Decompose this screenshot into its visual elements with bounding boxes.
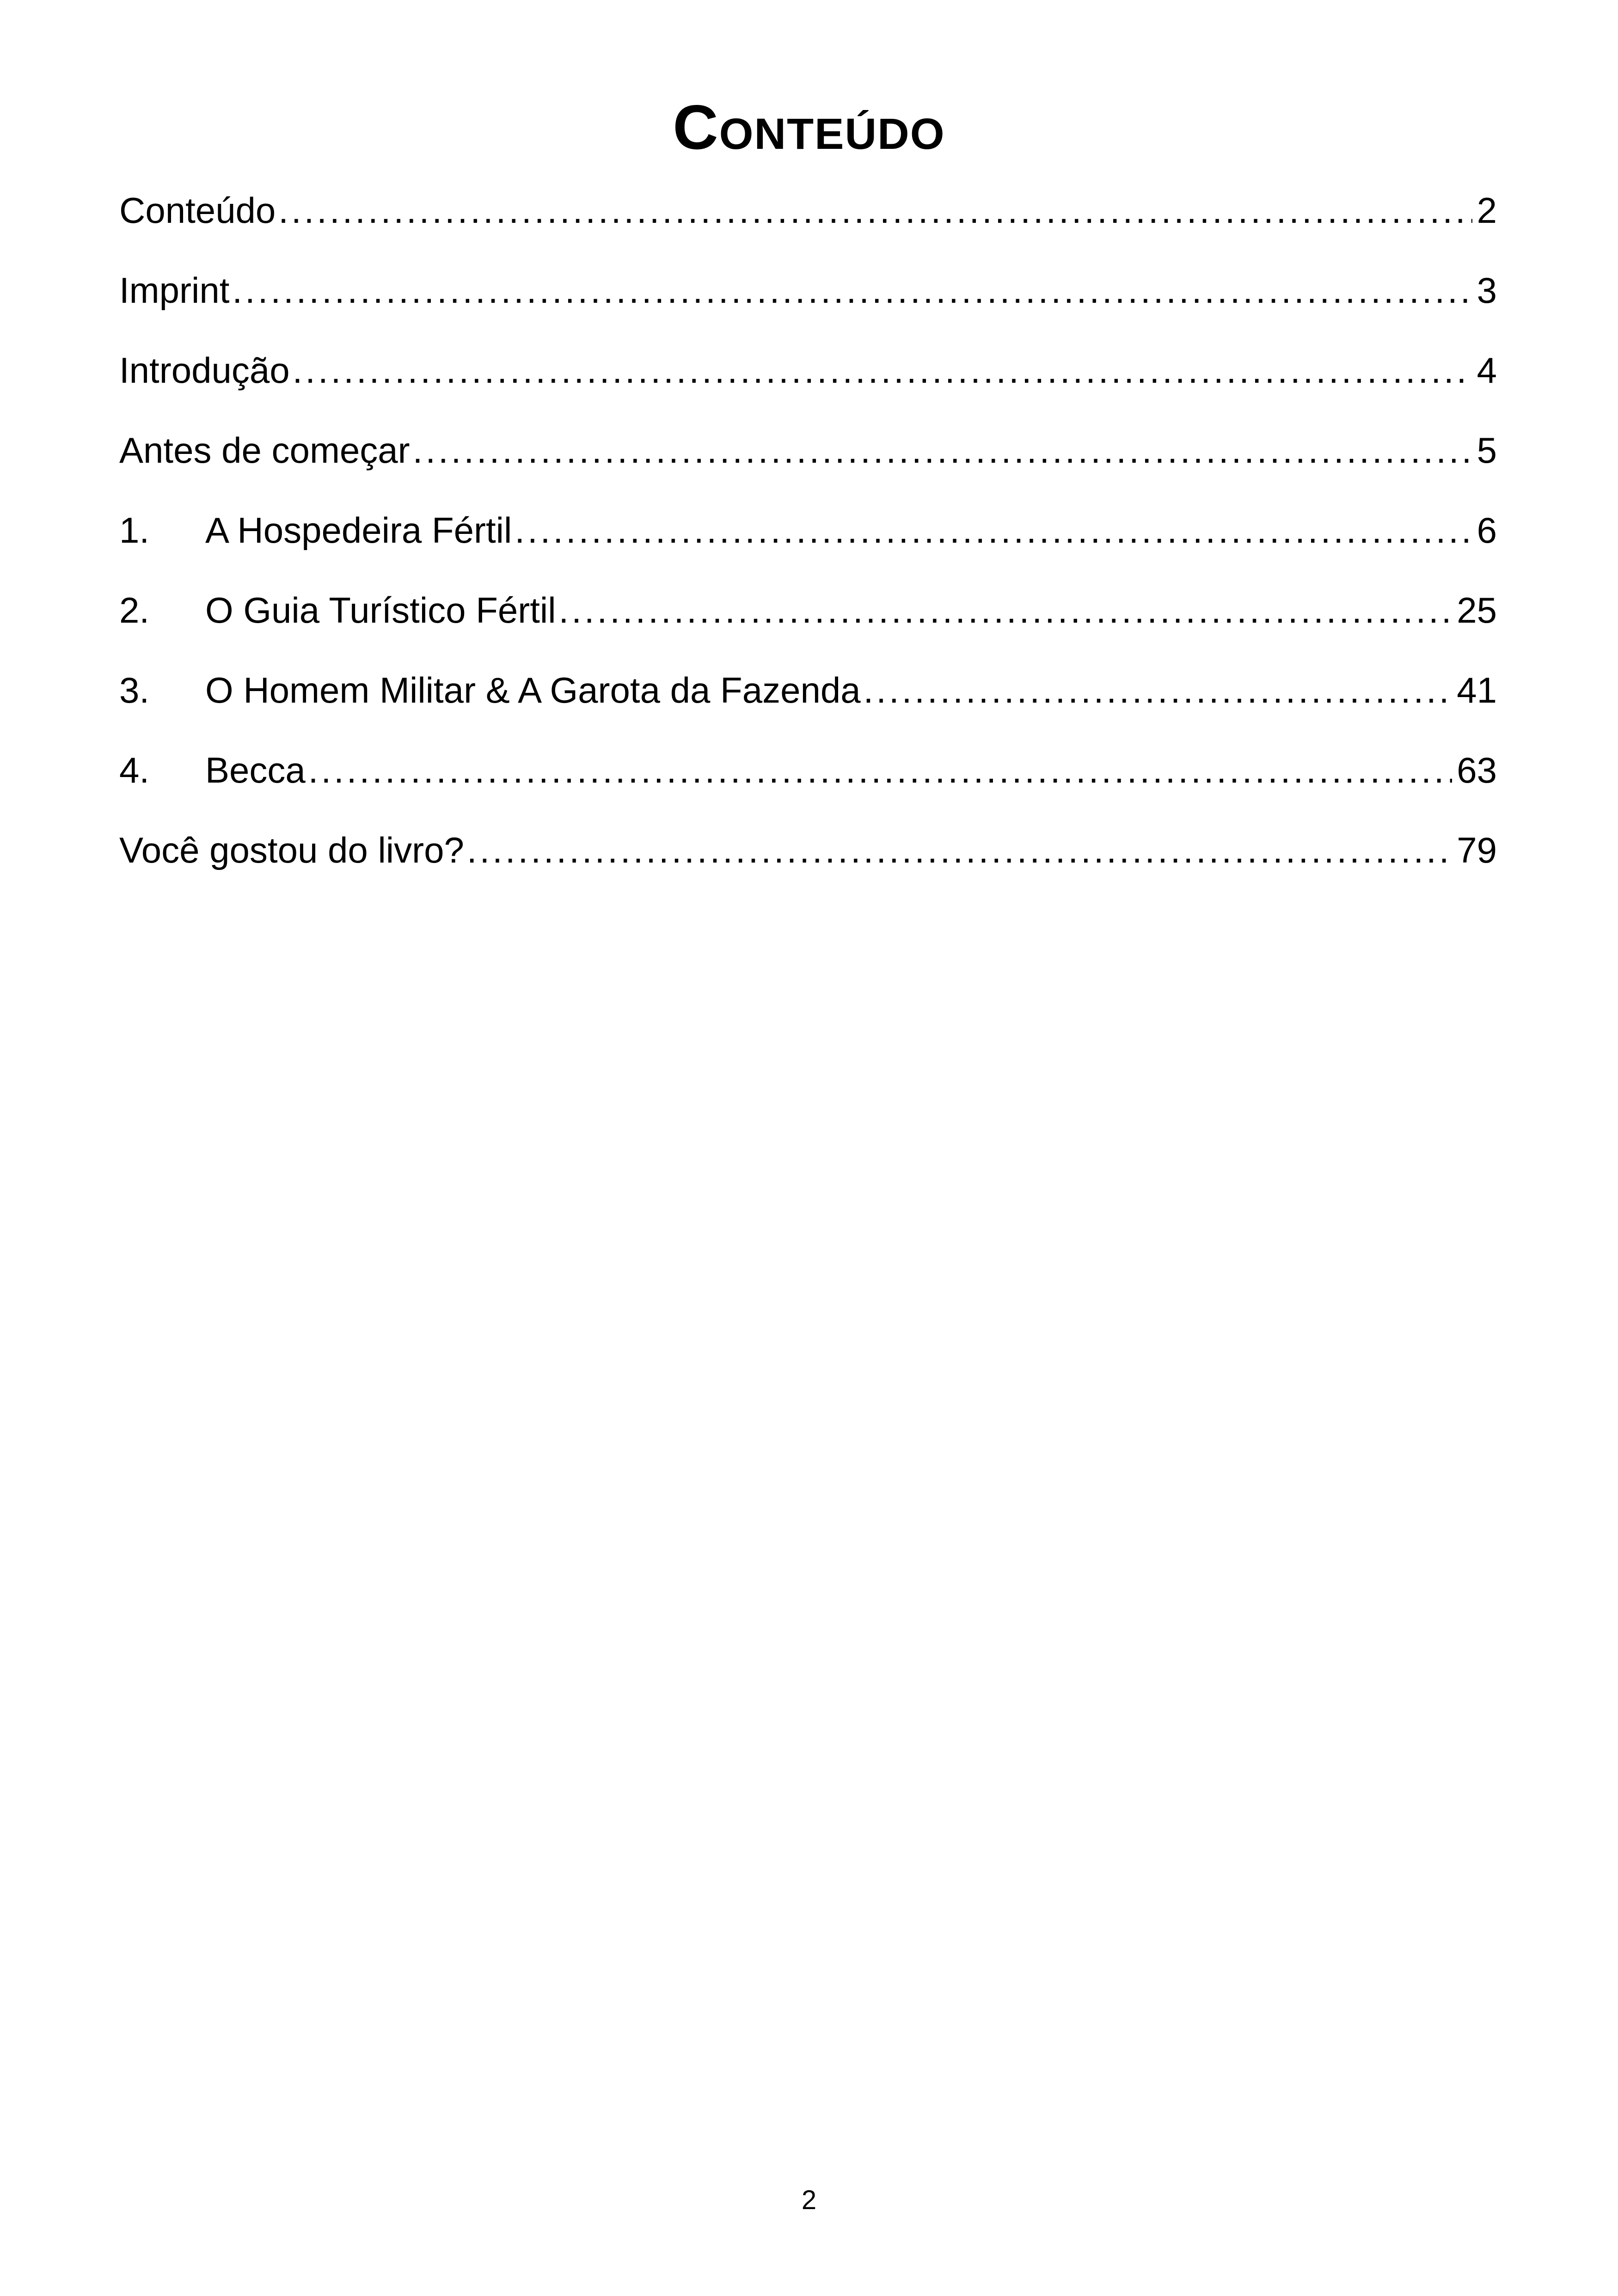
toc-entry-page: 6 <box>1477 510 1497 551</box>
toc-dot-leader <box>413 425 1472 476</box>
toc-entry-page: 41 <box>1457 670 1497 710</box>
toc-dot-leader <box>864 665 1453 716</box>
table-of-contents <box>119 185 1497 905</box>
toc-entry-antes-de-comecar[interactable] <box>119 425 1497 505</box>
toc-entry-page: 5 <box>1477 430 1497 471</box>
toc-dot-leader <box>308 745 1452 796</box>
toc-dot-leader <box>467 825 1452 876</box>
toc-entry-number: 4. <box>119 750 150 790</box>
toc-entry-introducao[interactable] <box>119 345 1497 425</box>
toc-entry-label: Você gostou do livro? <box>119 830 464 870</box>
toc-entry-label: Conteúdo <box>119 190 276 231</box>
toc-entry-number: 2. <box>119 590 150 631</box>
toc-entry-chapter-3[interactable] <box>119 665 1497 745</box>
toc-entry-conteudo[interactable] <box>119 185 1497 265</box>
toc-dot-leader <box>559 585 1453 636</box>
toc-entry-label: Introdução <box>119 350 290 391</box>
toc-entry-chapter-2[interactable] <box>119 585 1497 665</box>
toc-entry-label: A Hospedeira Fértil <box>205 510 512 551</box>
toc-entry-page: 79 <box>1457 830 1497 870</box>
toc-entry-number: 3. <box>119 670 150 710</box>
toc-entry-chapter-4[interactable] <box>119 745 1497 825</box>
toc-dot-leader <box>278 185 1472 236</box>
toc-entry-page: 3 <box>1477 270 1497 311</box>
toc-entry-number: 1. <box>119 510 150 551</box>
toc-entry-page: 25 <box>1457 590 1497 631</box>
toc-entry-page: 63 <box>1457 750 1497 790</box>
toc-entry-label: O Homem Militar & A Garota da Fazenda <box>205 670 861 710</box>
toc-entry-label: Antes de começar <box>119 430 410 471</box>
toc-dot-leader <box>515 505 1472 556</box>
page-number: 2 <box>801 2185 817 2215</box>
toc-entry-page: 4 <box>1477 350 1497 391</box>
toc-dot-leader <box>293 345 1472 396</box>
toc-entry-voce-gostou[interactable] <box>119 825 1497 905</box>
toc-entry-page: 2 <box>1477 190 1497 231</box>
toc-dot-leader <box>232 265 1472 316</box>
toc-entry-chapter-1[interactable] <box>119 505 1497 585</box>
toc-entry-label: Becca <box>205 750 306 790</box>
toc-entry-imprint[interactable] <box>119 265 1497 345</box>
page-title: Conteúdo <box>673 92 945 162</box>
toc-entry-label: Imprint <box>119 270 230 311</box>
toc-entry-label: O Guia Turístico Fértil <box>205 590 556 631</box>
